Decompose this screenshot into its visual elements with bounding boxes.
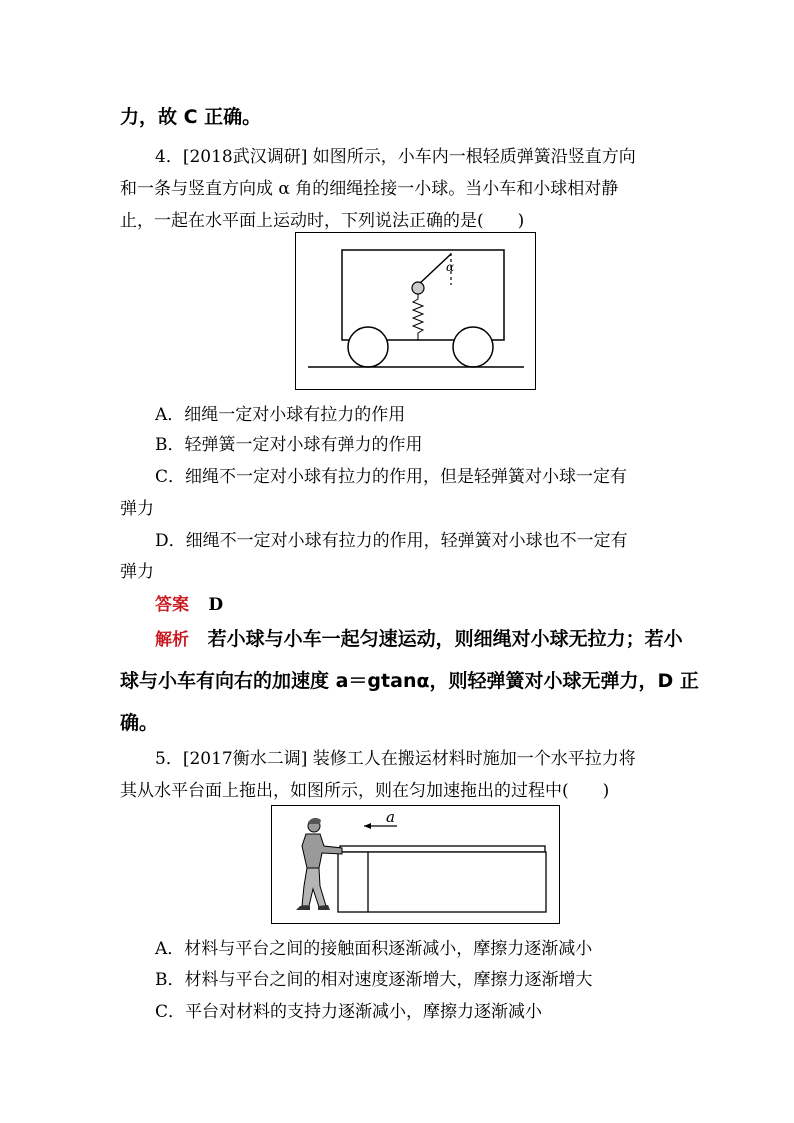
option-c: C．细绳不一定对小球有拉力的作用，但是轻弹簧对小球一定有 <box>155 467 628 487</box>
cart-spring-figure <box>295 232 536 390</box>
q4-stem: 4．[2018武汉调研] 如图所示，小车内一根轻质弹簧沿竖直方向 <box>155 147 636 167</box>
option-b: B．材料与平台之间的相对速度逐渐增大，摩擦力逐渐增大 <box>155 970 593 990</box>
text-line: 力，故 C 正确。 <box>120 106 262 128</box>
accel-label: a <box>386 808 395 826</box>
q5-stem: 其从水平台面上拖出，如图所示，则在匀加速拖出的过程中( ) <box>120 781 610 801</box>
explanation-row <box>155 624 683 651</box>
explanation-text: 若小球与小车一起匀速运动，则细绳对小球无拉力；若小 <box>207 628 683 650</box>
explanation-text: 球与小车有向右的加速度 a＝gtanα，则轻弹簧对小球无弹力，D 正 <box>120 670 699 692</box>
worker-platform-figure <box>271 805 560 924</box>
option-c: C．平台对材料的支持力逐渐减小，摩擦力逐渐减小 <box>155 1002 543 1022</box>
explanation-text: 确。 <box>120 712 159 734</box>
explanation-label: 解析 <box>155 630 189 650</box>
answer-label: 答案 <box>155 595 189 615</box>
q5-stem: 5．[2017衡水二调] 装修工人在搬运材料时施加一个水平拉力将 <box>155 749 636 769</box>
q4-stem: 止，一起在水平面上运动时，下列说法正确的是( ) <box>120 211 525 231</box>
angle-label: α <box>446 260 455 274</box>
option-a: A．细绳一定对小球有拉力的作用 <box>155 405 406 425</box>
answer-value: D <box>208 595 224 615</box>
answer-row <box>155 590 223 615</box>
option-b: B．轻弹簧一定对小球有弹力的作用 <box>155 435 423 455</box>
option-d-cont: 弹力 <box>120 562 154 582</box>
q4-stem: 和一条与竖直方向成 α 角的细绳拴接一小球。当小车和小球相对静 <box>120 179 619 199</box>
option-a: A．材料与平台之间的接触面积逐渐减小，摩擦力逐渐减小 <box>155 939 593 959</box>
option-c-cont: 弹力 <box>120 499 154 519</box>
option-d: D．细绳不一定对小球有拉力的作用，轻弹簧对小球也不一定有 <box>155 531 628 551</box>
